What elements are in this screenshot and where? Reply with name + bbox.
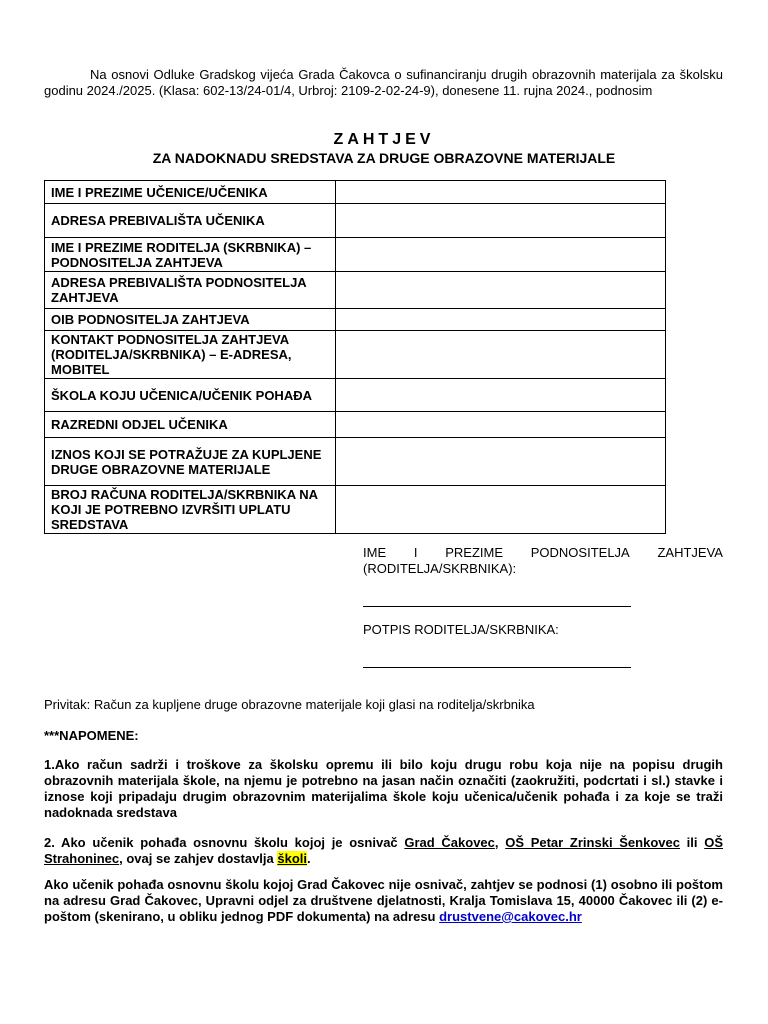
form-row-input[interactable] bbox=[336, 309, 666, 331]
document-title: ZAHTJEV bbox=[333, 131, 435, 148]
email-link[interactable]: drustvene@cakovec.hr bbox=[439, 909, 582, 924]
form-row bbox=[45, 331, 666, 379]
form-row-input[interactable] bbox=[336, 412, 666, 438]
form-row-input[interactable] bbox=[336, 438, 666, 486]
form-row-label: OIB PODNOSITELJA ZAHTJEVA bbox=[45, 309, 336, 331]
school-os-senkovec: OŠ Petar Zrinski Šenkovec bbox=[505, 835, 680, 850]
form-row-label: BROJ RAČUNA RODITELJA/SKRBNIKA NA KOJI JE POTREBNO IZVRŠITI UPLATU SREDSTAVA bbox=[45, 486, 336, 534]
applicant-name-label: IME I PREZIME PODNOSITELJA ZAHTJEVA (RODITELJA/SKRBNIKA): bbox=[363, 545, 723, 576]
signature-line[interactable] bbox=[363, 667, 631, 668]
form-row-input[interactable] bbox=[336, 379, 666, 412]
form-row-input[interactable] bbox=[336, 204, 666, 238]
form-row-input[interactable] bbox=[336, 486, 666, 534]
intro-paragraph bbox=[44, 67, 723, 99]
form-row bbox=[45, 486, 666, 534]
form-row bbox=[45, 238, 666, 272]
form-row-label: IME I PREZIME RODITELJA (SKRBNIKA) – PODNOSITELJA ZAHTJEVA bbox=[45, 238, 336, 272]
notes-heading: ***NAPOMENE: bbox=[44, 728, 139, 743]
form-row bbox=[45, 412, 666, 438]
signature-label: POTPIS RODITELJA/SKRBNIKA: bbox=[363, 622, 559, 637]
document-subtitle: ZA NADOKNADU SREDSTAVA ZA DRUGE OBRAZOVNE MATERIJALE bbox=[152, 150, 616, 166]
form-row-label: KONTAKT PODNOSITELJA ZAHTJEVA (RODITELJA/SKRBNIKA) – E-ADRESA, MOBITEL bbox=[45, 331, 336, 379]
form-row bbox=[45, 438, 666, 486]
form-row-label: IME I PREZIME UČENICE/UČENIKA bbox=[45, 181, 336, 204]
form-row-label: RAZREDNI ODJEL UČENIKA bbox=[45, 412, 336, 438]
attachment-note: Privitak: Račun za kupljene druge obrazovne materijale koji glasi na roditelja/skrbnika bbox=[44, 697, 535, 712]
request-form-table bbox=[44, 180, 666, 534]
note-3: Ako učenik pohađa osnovnu školu kojoj Grad Čakovec nije osnivač, zahtjev se podnosi (1) osobno ili poštom na adresu Grad Čakovec, Upravni odjel za društvene djelatnosti, Kralja Tomislava 15, 40000 Čakovec ili (2) e-poštom (skenirano, u obliku jednog PDF dokumenta) na adresu drustvene@cakovec.hr bbox=[44, 877, 723, 924]
form-row bbox=[45, 379, 666, 412]
form-row-input[interactable] bbox=[336, 272, 666, 309]
note-2: 2. Ako učenik pohađa osnovnu školu kojoj je osnivač Grad Čakovec, OŠ Petar Zrinski Šenkovec ili OŠ Strahoninec, ovaj se zahjev dostavlja školi. bbox=[44, 835, 724, 866]
form-row bbox=[45, 272, 666, 309]
form-row-label: ŠKOLA KOJU UČENICA/UČENIK POHAĐA bbox=[45, 379, 336, 412]
highlighted-word: školi bbox=[277, 851, 307, 866]
intro-text: Na osnovi Odluke Gradskog vijeća Grada Čakovca o sufinanciranju drugih obrazovnih materijala za školsku godinu 2024./2025. (Klasa: 602-13/24-01/4, Urbroj: 2109-2-02-24-9), donesene 11. rujna 2024., podnosim bbox=[44, 67, 723, 98]
form-row bbox=[45, 309, 666, 331]
applicant-name-line[interactable] bbox=[363, 606, 631, 607]
school-grad-cakovec: Grad Čakovec bbox=[404, 835, 495, 850]
form-row bbox=[45, 181, 666, 204]
school-os-strahoninec: OŠ Strahoninec bbox=[44, 835, 724, 866]
form-row-input[interactable] bbox=[336, 181, 666, 204]
form-row bbox=[45, 204, 666, 238]
form-row-input[interactable] bbox=[336, 238, 666, 272]
note-1: 1.Ako račun sadrži i troškove za školsku opremu ili bilo koju drugu robu koja nije na popisu drugih obrazovnih materijala škole, na njemu je potrebno na jasan način označiti (zaokružiti, podcrtati i sl.) stavke i iznose koji pripadaju drugim obrazovnim materijalima škole koju učenica/učenik pohađa i za koje se traži nadoknada sredstava bbox=[44, 757, 723, 820]
form-row-input[interactable] bbox=[336, 331, 666, 379]
form-row-label: IZNOS KOJI SE POTRAŽUJE ZA KUPLJENE DRUGE OBRAZOVNE MATERIJALE bbox=[45, 438, 336, 486]
form-row-label: ADRESA PREBIVALIŠTA PODNOSITELJA ZAHTJEVA bbox=[45, 272, 336, 309]
form-row-label: ADRESA PREBIVALIŠTA UČENIKA bbox=[45, 204, 336, 238]
